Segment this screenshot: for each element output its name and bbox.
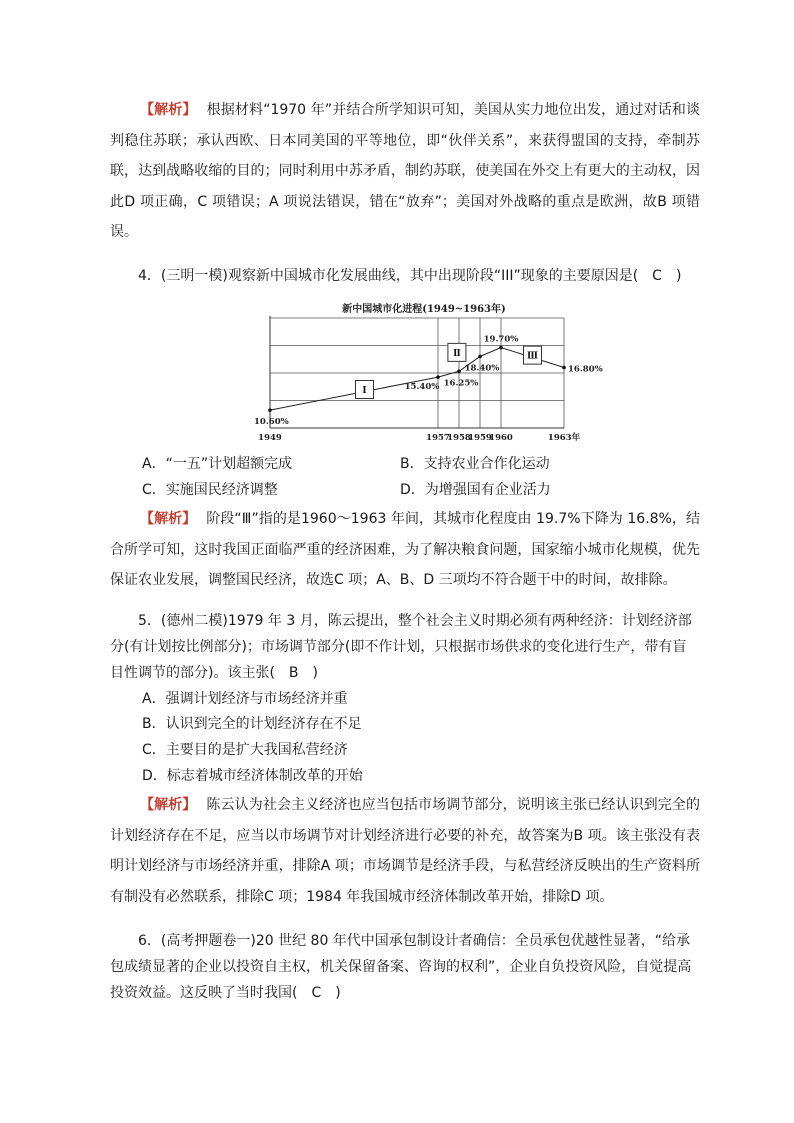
urbanization-line-chart bbox=[254, 300, 603, 448]
x-tick-label: 1959 bbox=[468, 433, 492, 443]
data-label: 16.25% bbox=[443, 378, 479, 389]
analysis-paragraph-q3 bbox=[110, 95, 700, 248]
x-tick-label: 1958 bbox=[447, 433, 471, 443]
stage-label: Ⅰ bbox=[362, 386, 367, 396]
stage-label: Ⅱ bbox=[453, 348, 461, 359]
data-point bbox=[457, 369, 461, 373]
data-label: 19.70% bbox=[483, 334, 519, 345]
data-point bbox=[436, 375, 440, 379]
x-tick-label: 1949 bbox=[258, 433, 282, 443]
question-4-stem: 4．(三明一模)观察新中国城市化发展曲线，其中出现阶段“III”现象的主要原因是( C ) bbox=[138, 268, 682, 284]
analysis-text: 根据材料“1970 年”并结合所学知识可知，美国从实力地位出发，通过对话和谈判稳住苏联；承认西欧、日本同美国的平等地位，即“伙伴关系”，来获得盟国的支持，牵制苏联，达到战略收缩的目的；同时利用中苏矛盾，制约苏联，使美国在外交上有更大的主动权，因此D 项正确，C 项错误；A 项说法错误，错在“放弃”；美国对外战略的重点是欧洲，故B 项错误。 bbox=[110, 102, 700, 240]
data-point bbox=[562, 366, 566, 370]
analysis-text: 阶段“Ⅲ”指的是1960～1963 年间，其城市化程度由 19.7%下降为 16.8%，结合所学可知，这时我国正面临严重的经济困难，为了解决粮食问题，国家缩小城市化规模，优先保证农业发展，调整国民经济，故选C 项；A、B、D 三项均不符合题干中的时间，故排除。 bbox=[110, 511, 701, 588]
analysis-label: 【解析】 bbox=[140, 797, 197, 813]
q5-option-a: A．强调计划经济与市场经济并重 bbox=[142, 691, 348, 707]
data-point bbox=[268, 408, 272, 412]
q5-option-c: C．主要目的是扩大我国私营经济 bbox=[142, 742, 348, 758]
analysis-paragraph-q4 bbox=[110, 504, 700, 596]
data-label: 15.40% bbox=[404, 382, 440, 393]
data-point bbox=[478, 355, 482, 359]
q4-option-b: B．支持农业合作化运动 bbox=[400, 456, 550, 472]
x-tick-label: 1957 bbox=[426, 433, 450, 443]
data-label: 16.80% bbox=[568, 364, 603, 375]
chart-title: 新中国城市化进程(1949~1963年) bbox=[342, 304, 506, 315]
x-tick-label: 1963年 bbox=[547, 433, 581, 443]
x-tick-label: 1960 bbox=[489, 433, 513, 443]
q4-option-c: C．实施国民经济调整 bbox=[142, 482, 278, 498]
analysis-label: 【解析】 bbox=[140, 511, 197, 527]
data-label: 10.60% bbox=[254, 417, 289, 428]
q5-option-b: B．认识到完全的计划经济存在不足 bbox=[142, 716, 362, 732]
stage-label: Ⅲ bbox=[527, 351, 538, 362]
urbanization-chart bbox=[254, 300, 603, 448]
q4-option-a: A．“一五”计划超额完成 bbox=[142, 456, 293, 472]
analysis-label: 【解析】 bbox=[140, 102, 197, 118]
q4-option-d: D．为增强国有企业活力 bbox=[400, 482, 551, 498]
analysis-text: 陈云认为社会主义经济也应当包括市场调节部分，说明该主张已经认识到完全的计划经济存在不足，应当以市场调节对计划经济进行必要的补充，故答案为B 项。该主张没有表明计划经济与市场经济并重，排除A 项；市场调节是经济手段，与私营经济反映出的生产资料所有制没有必然联系，排除C 项；1984 年我国城市经济体制改革开始，排除D 项。 bbox=[110, 797, 700, 905]
question-6-stem: 6．(高考押题卷一)20 世纪 80 年代中国承包制设计者确信：全员承包优越性显著，“给承包成绩显著的企业以投资自主权，机关保留备案、咨询的权利”，企业自负投资风险，自觉提高投资效益。这反映了当时我国( C ) bbox=[110, 933, 692, 1001]
q5-option-d: D．标志着城市经济体制改革的开始 bbox=[142, 768, 363, 784]
data-point bbox=[499, 346, 503, 350]
analysis-paragraph-q5 bbox=[110, 790, 700, 912]
question-5-stem: 5．(德州二模)1979 年 3 月，陈云提出，整个社会主义时期必须有两种经济：计划经济部分(有计划按比例部分)；市场调节部分(即不作计划，只根据市场供求的变化进行生产，带有盲目性调节的部分)。该主张( B ) bbox=[110, 613, 692, 681]
data-label: 18.40% bbox=[464, 363, 500, 374]
